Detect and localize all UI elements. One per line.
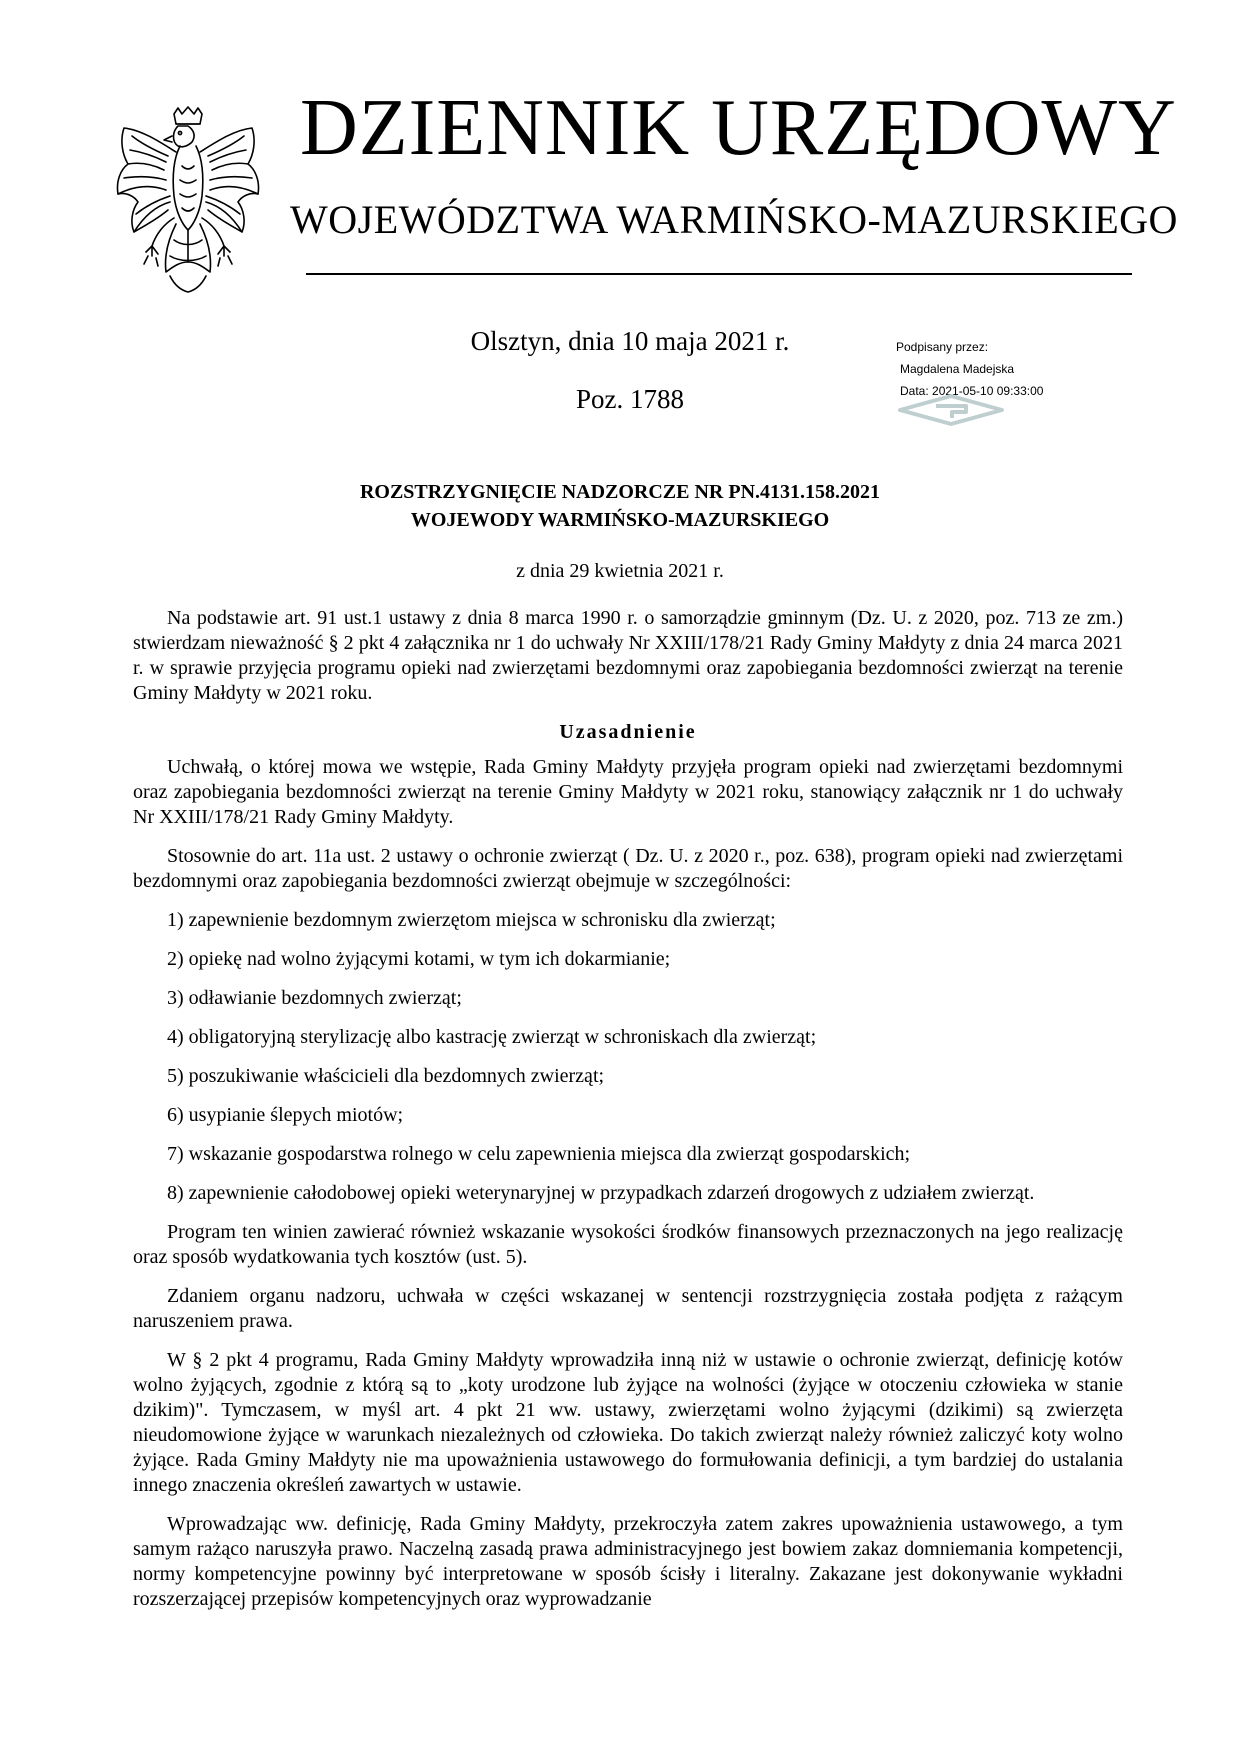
publication-dateline: Olsztyn, dnia 10 maja 2021 r. bbox=[470, 326, 790, 356]
signature-label: Podpisany przez: bbox=[896, 340, 989, 354]
journal-title: DZIENNIK URZĘDOWY bbox=[300, 84, 1177, 172]
paragraph: Stosownie do art. 11a ust. 2 ustawy o ochronie zwierząt ( Dz. U. z 2020 r., poz. 638), program opieki nad zwierzętami bezdomnymi oraz zapobiegania bezdomności zwierząt obejmuje w szczególności: bbox=[133, 845, 1123, 892]
signature-signer: Magdalena Madejska bbox=[900, 362, 1015, 376]
list-item: 3) odławianie bezdomnych zwierząt; bbox=[167, 987, 462, 1009]
signature-date: Data: 2021-05-10 09:33:00 bbox=[900, 384, 1044, 398]
act-title-line-1: ROZSTRZYGNIĘCIE NADZORCZE NR PN.4131.158.2021 bbox=[359, 481, 881, 503]
paragraph: Zdaniem organu nadzoru, uchwała w części wskazanej w sentencji rozstrzygnięcia została podjęta z rażącym naruszeniem prawa. bbox=[133, 1285, 1123, 1332]
list-item: 2) opiekę nad wolno żyjącymi kotami, w tym ich dokarmianie; bbox=[167, 948, 671, 970]
signature-verified-icon bbox=[896, 392, 1006, 428]
list-item: 7) wskazanie gospodarstwa rolnego w celu zapewnienia miejsca dla zwierząt gospodarskich; bbox=[167, 1143, 911, 1165]
list-item: 1) zapewnienie bezdomnym zwierzętom miejsca w schronisku dla zwierząt; bbox=[167, 909, 776, 931]
eagle-emblem-icon bbox=[108, 106, 268, 296]
act-title-line-2: WOJEWODY WARMIŃSKO-MAZURSKIEGO bbox=[410, 509, 830, 531]
list-item: 6) usypianie ślepych miotów; bbox=[167, 1104, 404, 1126]
intro-paragraph: Na podstawie art. 91 ust.1 ustawy z dnia 8 marca 1990 r. o samorządzie gminnym (Dz. U. z 2020, poz. 713 ze zm.) stwierdzam nieważność § 2 pkt 4 załącznika nr 1 do uchwały Nr XXIII/178/21 Rady Gminy Małdyty z dnia 24 marca 2021 r. w sprawie przyjęcia programu opieki nad zwierzętami bezdomnymi oraz zapobiegania bezdomności zwierząt na terenie Gminy Małdyty w 2021 roku. bbox=[133, 607, 1123, 704]
section-heading: Uzasadnienie bbox=[559, 721, 697, 743]
journal-subtitle: WOJEWÓDZTWA WARMIŃSKO-MAZURSKIEGO bbox=[290, 197, 1178, 242]
paragraph: Uchwałą, o której mowa we wstępie, Rada Gminy Małdyty przyjęła program opieki nad zwierzętami bezdomnymi oraz zapobiegania bezdomności zwierząt na terenie Gminy Małdyty w 2021 roku, stanowiący załącznik nr 1 do uchwały Nr XXIII/178/21 Rady Gminy Małdyty. bbox=[133, 756, 1123, 828]
list-item: 4) obligatoryjną sterylizację albo kastrację zwierząt w schroniskach dla zwierząt; bbox=[167, 1026, 817, 1048]
list-item: 5) poszukiwanie właścicieli dla bezdomnych zwierząt; bbox=[167, 1065, 605, 1087]
act-date: z dnia 29 kwietnia 2021 r. bbox=[516, 560, 724, 582]
paragraph: W § 2 pkt 4 programu, Rada Gminy Małdyty wprowadziła inną niż w ustawie o ochronie zwierząt, definicję kotów wolno żyjących, zgodnie z którą są to „koty urodzone lub żyjące na wolności (żyjące w otoczeniu człowieka w stanie dzikim)". Tymczasem, w myśl art. 4 pkt 21 ww. ustawy, zwierzętami wolno żyjącymi (dzikimi) są zwierzęta nieudomowione żyjące w warunkach niezależnych od człowieka. Do takich zwierząt należy również zaliczyć koty wolno żyjące. Rada Gminy Małdyty nie ma upoważnienia ustawowego do formułowania definicji, a tym bardziej do ustalania innego znaczenia określeń zawartych w ustawie. bbox=[133, 1349, 1123, 1496]
paragraph: Wprowadzając ww. definicję, Rada Gminy Małdyty, przekroczyła zatem zakres upoważnienia ustawowego, a tym samym rażąco naruszyła prawo. Naczelną zasadą prawa administracyjnego jest bowiem zakaz domniemania kompetencji, normy kompetencyjne powinny być interpretowane w sposób ścisły i literalny. Zakazane jest dokonywanie wykładni rozszerzającej przepisów kompetencyjnych oraz wyprowadzanie bbox=[133, 1513, 1123, 1610]
act-title bbox=[180, 478, 1060, 534]
paragraph: Program ten winien zawierać również wskazanie wysokości środków finansowych przeznaczonych na jego realizację oraz sposób wydatkowania tych kosztów (ust. 5). bbox=[133, 1221, 1123, 1268]
list-item: 8) zapewnienie całodobowej opieki weterynaryjnej w przypadkach zdarzeń drogowych z udziałem zwierząt. bbox=[167, 1182, 1035, 1204]
document-body bbox=[133, 606, 1123, 1626]
header-divider bbox=[306, 273, 1132, 275]
position-number: Poz. 1788 bbox=[576, 384, 684, 414]
